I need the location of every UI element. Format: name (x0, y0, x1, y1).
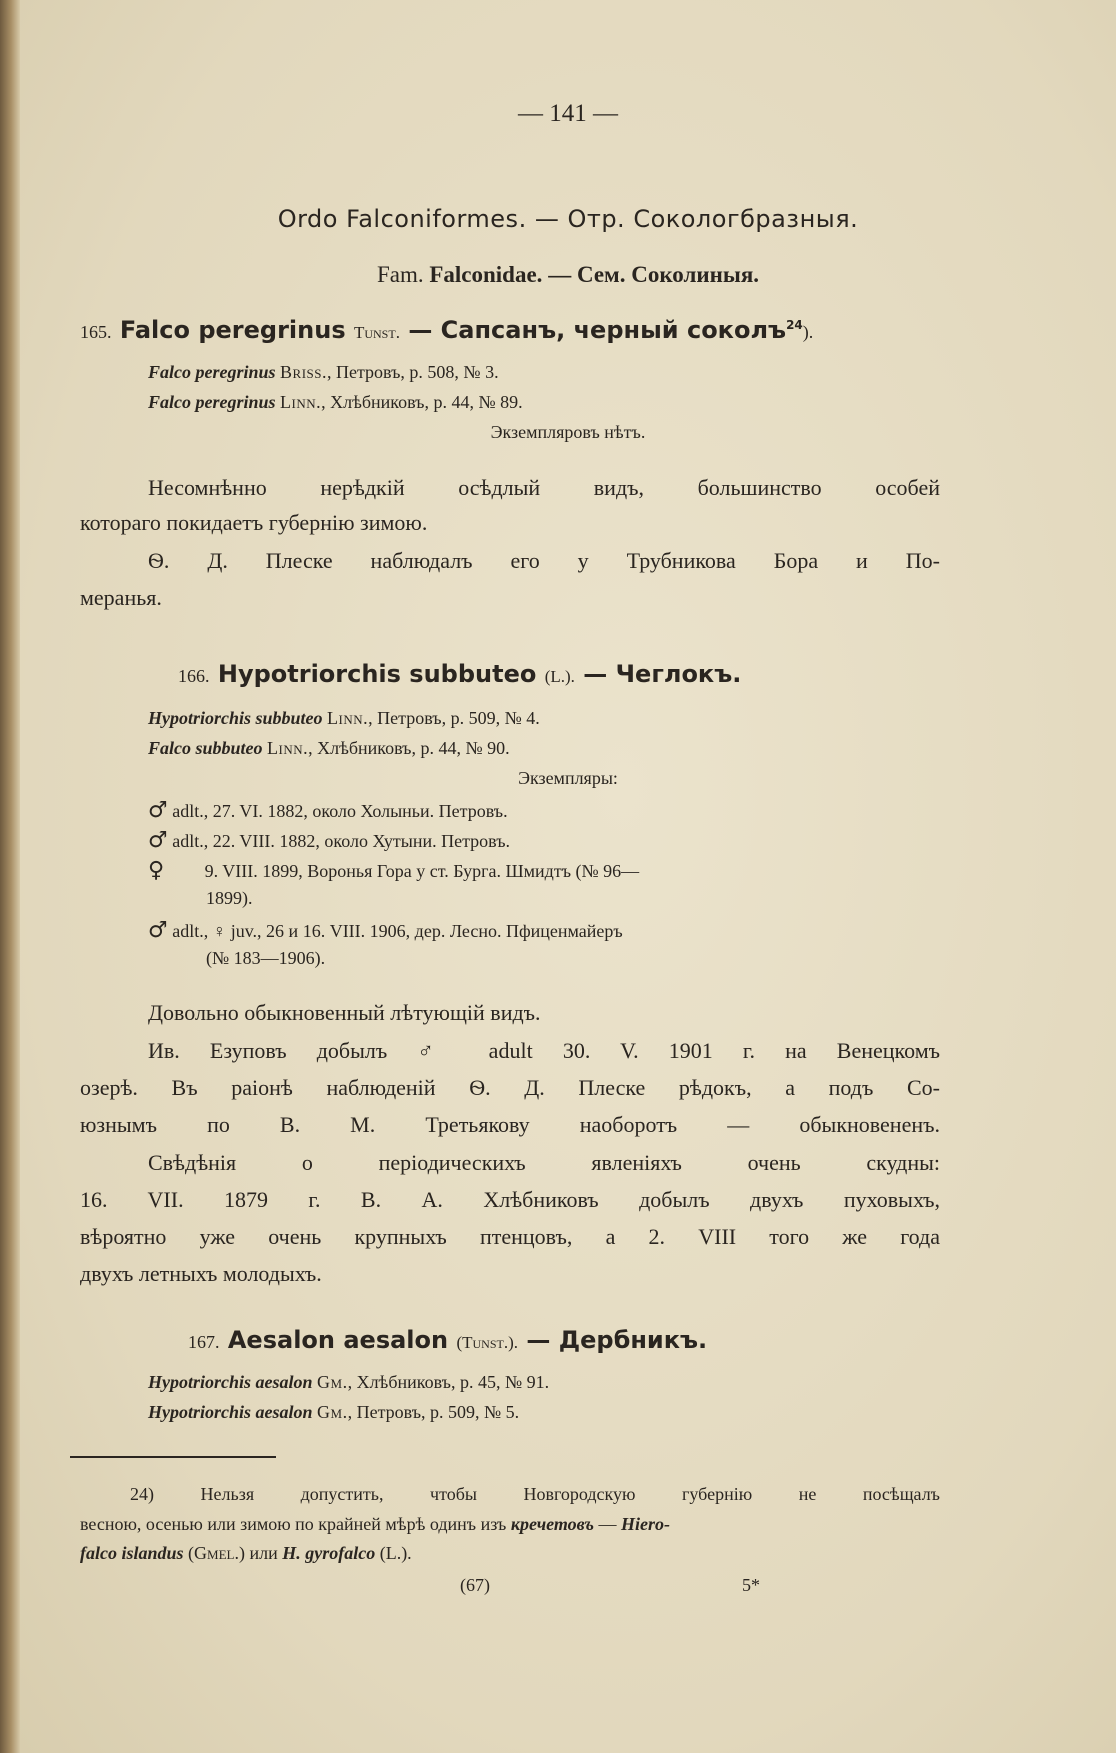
species-author: (Tunst.). (456, 1333, 519, 1352)
text-line: Ѳ. Д. Плеске наблюдалъ его у Трубникова Бора и По- (148, 548, 940, 573)
footnote-line: весною, осенью или зимою по крайней мѣрѣ одинъ изъ кречетовъ — Hiero- (80, 1514, 670, 1534)
text-line: вѣроятно уже очень крупныхъ птенцовъ, а 2. VIII того же года (80, 1224, 940, 1249)
text-line: котораго покидаетъ губернію зимою. (80, 510, 428, 535)
text-line: Довольно обыкновенный лѣтующій видъ. (148, 1000, 541, 1025)
text-line: Свѣдѣнія о періодическихъ явленіяхъ очень скудны: (148, 1150, 940, 1175)
species-165-heading (80, 316, 813, 344)
text-line: меранья. (80, 585, 162, 610)
specimen-entry: ♀ 9. VIII. 1899, Воронья Гора у ст. Бурга. Шмидтъ (№ 96— (148, 858, 640, 883)
specimens-label: Экземпляры: (518, 768, 618, 788)
species-common-name: — Чеглокъ. (583, 660, 742, 688)
text-line: 16. VII. 1879 г. В. А. Хлѣбниковъ добылъ двухъ пуховыхъ, (80, 1187, 940, 1212)
signature-mark: (67) (460, 1575, 490, 1595)
text-line: Несомнѣнно нерѣдкій осѣдлый видъ, большинство особей (148, 475, 940, 500)
footnote-ref-close: ). (802, 322, 814, 342)
footnote-line: falco islandus (Gmel.) или H. gyrofalco (L.). (80, 1543, 412, 1563)
specimen-entry: ♂ adlt., ♀ juv., 26 и 16. VIII. 1906, дер. Лесно. Пфиценмайеръ (148, 918, 623, 943)
species-common-name: — Сапсанъ, черный соколъ (408, 316, 787, 344)
synonym-line: Falco subbuteo Linn., Хлѣбниковъ, p. 44, № 90. (148, 738, 510, 758)
synonym-line: Hypotriorchis subbuteo Linn., Петровъ, p. 509, № 4. (148, 708, 540, 728)
specimen-entry-continued: 1899). (206, 888, 253, 908)
text-line: озерѣ. Въ раіонѣ наблюденій Ѳ. Д. Плеске рѣдокъ, а подъ Со- (80, 1075, 940, 1100)
species-name: Hypotriorchis subbuteo (217, 660, 537, 688)
species-name: Aesalon aesalon (227, 1326, 449, 1354)
specimen-entry: ♂ adlt., 27. VI. 1882, около Холыньи. Петровъ. (148, 798, 508, 823)
book-page (20, 0, 1116, 1753)
species-author: Tunst. (353, 323, 400, 342)
sheet-mark: 5* (742, 1575, 760, 1595)
specimen-entry: ♂ adlt., 22. VIII. 1882, около Хутыни. Петровъ. (148, 828, 511, 853)
text-line: двухъ летныхъ молодыхъ. (80, 1261, 322, 1286)
species-common-name: — Дербникъ. (526, 1326, 708, 1354)
family-heading (20, 262, 1116, 288)
species-author: (L.). (544, 667, 575, 686)
species-number: 166. (178, 666, 210, 686)
family-name: Falconidae. (429, 262, 543, 287)
order-heading: Ordo Falconiformes. — Отр. Сокологбразныя. (277, 205, 859, 233)
book-spine-shadow (0, 0, 20, 1753)
text-line: Ив. Езуповъ добылъ ♂ adult 30. V. 1901 г. на Венецкомъ (148, 1038, 940, 1063)
family-rest: — Сем. Соколиныя. (548, 262, 760, 287)
species-number: 167. (188, 1332, 220, 1352)
footnote-ref: 24 (786, 318, 803, 332)
page-number: — 141 — (518, 100, 618, 127)
synonym-line: Hypotriorchis aesalon Gm., Петровъ, p. 509, № 5. (148, 1402, 520, 1422)
synonym-line: Hypotriorchis aesalon Gm., Хлѣбниковъ, p. 45, № 91. (148, 1372, 550, 1392)
synonym-line: Falco peregrinus Briss., Петровъ, p. 508, № 3. (148, 362, 499, 382)
family-prefix: Fam. (376, 262, 424, 287)
species-number: 165. (80, 322, 112, 342)
specimen-entry-continued: (№ 183—1906). (206, 948, 326, 968)
species-name: Falco peregrinus (119, 316, 346, 344)
text-line: юзнымъ по В. М. Третьякову наоборотъ — обыкновененъ. (80, 1112, 940, 1137)
synonym-line: Falco peregrinus Linn., Хлѣбниковъ, p. 44, № 89. (148, 392, 523, 412)
species-167-heading (188, 1326, 707, 1354)
footnote-divider (70, 1456, 276, 1458)
species-166-heading (178, 660, 741, 688)
specimens-label: Экземпляровъ нѣтъ. (490, 422, 646, 442)
footnote-line: 24) Нельзя допустить, чтобы Новгородскую губернію не посѣщалъ (130, 1484, 940, 1504)
